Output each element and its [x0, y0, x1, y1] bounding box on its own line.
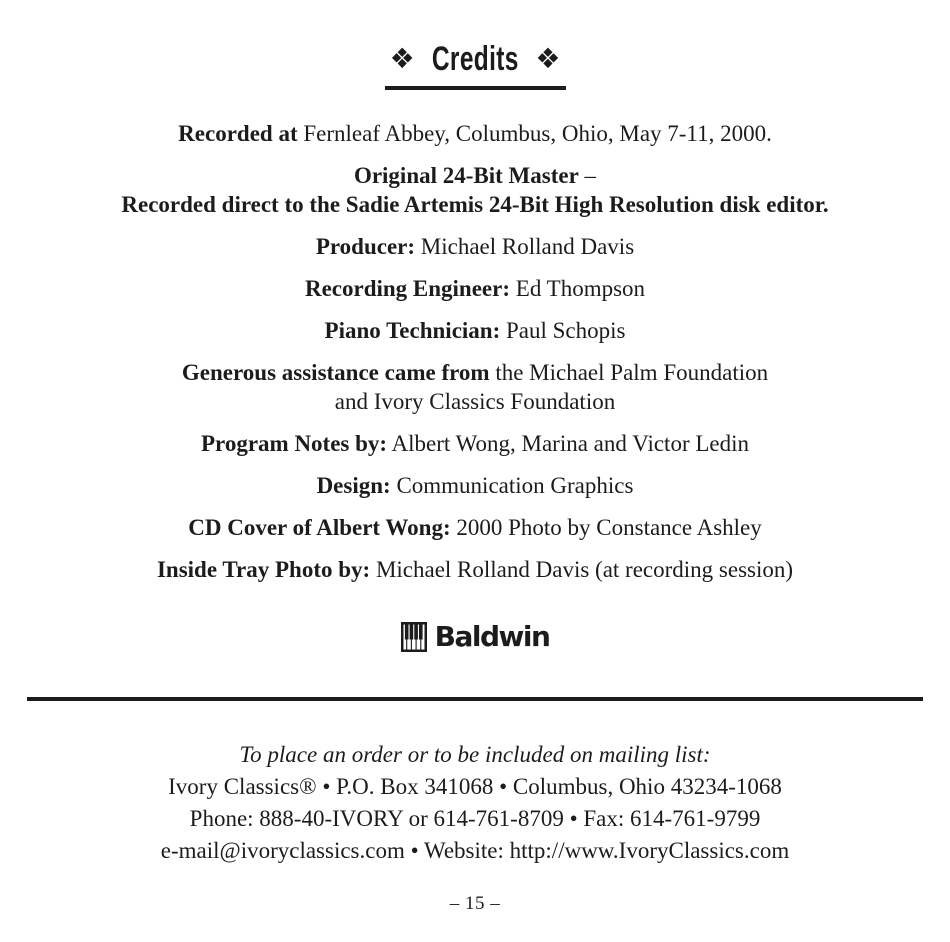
credit-label: Recorded at	[178, 121, 298, 146]
page-title: Credits	[431, 40, 519, 78]
piano-keyboard-icon	[401, 622, 427, 652]
credit-line-recorded-direct	[0, 190, 950, 219]
credit-label: Generous assistance came from	[181, 360, 490, 385]
credit-label: Producer:	[315, 234, 416, 259]
title-underline	[385, 86, 566, 90]
ordering-email-website: e-mail@ivoryclassics.com • Website: http://www.IvoryClassics.com	[160, 838, 790, 863]
credit-line-assistance	[0, 358, 950, 387]
page-header	[0, 0, 950, 90]
title-row	[0, 0, 950, 76]
credit-label: Recording Engineer:	[304, 276, 511, 301]
credit-line-piano-technician	[0, 316, 950, 345]
credit-label: Recorded direct to the Sadie Artemis 24-Bit High Resolution disk editor.	[121, 192, 829, 217]
credit-value: –	[578, 163, 597, 188]
page-number: – 15 –	[449, 893, 501, 914]
credit-value: and Ivory Classics Foundation	[334, 389, 616, 414]
credit-line-design	[0, 471, 950, 500]
diamond-ornament-icon: ❖	[535, 42, 561, 75]
credit-value: Michael Rolland Davis	[415, 234, 635, 259]
credit-label: Original 24-Bit Master	[353, 163, 579, 188]
credit-line-program-notes	[0, 429, 950, 458]
ordering-address: Ivory Classics® • P.O. Box 341068 • Columbus, Ohio 43234-1068	[168, 774, 782, 799]
credit-line-original-master	[0, 161, 950, 190]
credit-value: Fernleaf Abbey, Columbus, Ohio, May 7-11, 2000.	[297, 121, 772, 146]
credit-line-inside-tray	[0, 555, 950, 584]
ordering-phone-fax: Phone: 888-40-IVORY or 614-761-8709 • Fax: 614-761-9799	[189, 806, 761, 831]
credit-line-assistance-cont	[0, 387, 950, 416]
credit-value: Ed Thompson	[510, 276, 646, 301]
ordering-info	[0, 739, 950, 867]
credit-value: Communication Graphics	[390, 473, 634, 498]
baldwin-logo	[0, 621, 950, 653]
diamond-ornament-icon: ❖	[389, 42, 415, 75]
credit-label: CD Cover of Albert Wong:	[188, 515, 451, 540]
credit-line-cd-cover	[0, 513, 950, 542]
credit-label: Piano Technician:	[324, 318, 501, 343]
credit-label: Program Notes by:	[200, 431, 388, 456]
baldwin-wordmark: Baldwin	[434, 620, 550, 653]
credit-value: Michael Rolland Davis (at recording session)	[370, 557, 794, 582]
ordering-intro: To place an order or to be included on mailing list:	[239, 742, 711, 767]
credit-line-recording-engineer	[0, 274, 950, 303]
horizontal-divider	[27, 697, 923, 701]
credit-value: Paul Schopis	[500, 318, 626, 343]
credit-label: Inside Tray Photo by:	[156, 557, 371, 582]
credit-value: Albert Wong, Marina and Victor Ledin	[387, 431, 750, 456]
credit-line-producer	[0, 232, 950, 261]
credit-line-recorded-at	[0, 119, 950, 148]
credit-value: the Michael Palm Foundation	[489, 360, 769, 385]
credit-label: Design:	[316, 473, 391, 498]
credit-value: 2000 Photo by Constance Ashley	[450, 515, 762, 540]
credits-list	[0, 119, 950, 584]
